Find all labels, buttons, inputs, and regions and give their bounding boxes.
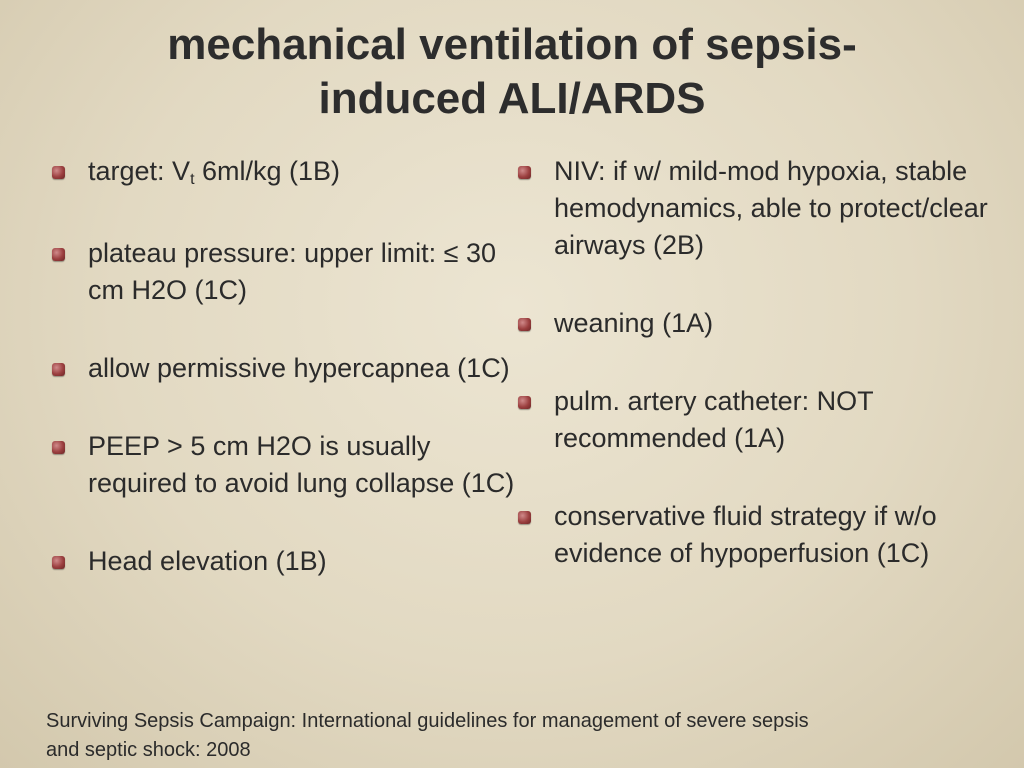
slide-title [0, 18, 1024, 126]
title-line-1: mechanical ventilation of sepsis- [167, 20, 857, 69]
item-text-post: 6ml/kg (1B) [194, 156, 341, 186]
citation-footer [46, 707, 986, 765]
item-text: Head elevation (1B) [88, 546, 327, 576]
bullet-icon [518, 511, 531, 524]
bullet-item-head-elevation [48, 543, 518, 580]
bullet-item-plateau-pressure [48, 235, 518, 309]
bullet-icon [52, 441, 65, 454]
item-text: allow permissive hypercapnea (1C) [88, 353, 510, 383]
left-bullet-list [48, 153, 518, 621]
bullet-item-weaning [514, 305, 994, 342]
item-text: conservative fluid strategy if w/o evidence of hypoperfusion (1C) [554, 501, 937, 568]
bullet-icon [518, 396, 531, 409]
right-bullet-list [514, 153, 994, 613]
footer-line-2: and septic shock: 2008 [46, 739, 251, 761]
item-text: pulm. artery catheter: NOT recommended (1A) [554, 386, 874, 453]
item-text-subscript: t [190, 171, 195, 188]
bullet-icon [52, 248, 65, 261]
item-text-pre: target: V [88, 156, 191, 186]
bullet-icon [518, 318, 531, 331]
bullet-icon [518, 166, 531, 179]
bullet-item-target-vt [48, 153, 518, 194]
bullet-item-niv [514, 153, 994, 264]
bullet-icon [52, 556, 65, 569]
bullet-item-permissive-hypercapnea [48, 350, 518, 387]
bullet-item-fluid-strategy [514, 498, 994, 572]
item-text: PEEP > 5 cm H2O is usually required to avoid lung collapse (1C) [88, 431, 515, 498]
footer-line-1: Surviving Sepsis Campaign: International guidelines for management of severe sepsis [46, 710, 809, 732]
item-text: NIV: if w/ mild-mod hypoxia, stable hemodynamics, able to protect/clear airways (2B) [554, 156, 988, 260]
item-text: plateau pressure: upper limit: ≤ 30 cm H2O (1C) [88, 238, 497, 305]
bullet-item-pulm-artery-catheter [514, 383, 994, 457]
title-line-2: induced ALI/ARDS [318, 74, 706, 123]
bullet-icon [52, 166, 65, 179]
bullet-item-peep [48, 428, 518, 502]
bullet-icon [52, 363, 65, 376]
item-text: weaning (1A) [554, 308, 714, 338]
